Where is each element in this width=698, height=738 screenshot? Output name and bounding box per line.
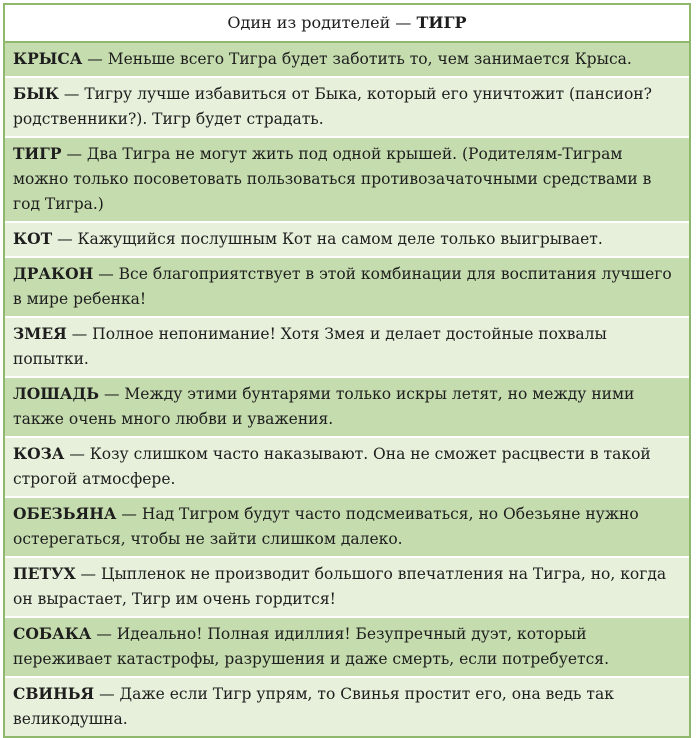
row-tiger xyxy=(5,138,689,223)
row-rat xyxy=(5,43,689,78)
header-sign: ТИГР xyxy=(416,13,467,32)
row-horse xyxy=(5,378,689,438)
row-sign: БЫК xyxy=(13,84,59,103)
row-text: — Цыпленок не производит большого впечатления на Тигра, но, когда он вырастает, Тигр им очень гордится! xyxy=(13,565,667,608)
header-prefix: Один из родителей — xyxy=(227,13,417,32)
row-sign: ЛОШАДЬ xyxy=(13,384,100,403)
row-dog xyxy=(5,618,689,678)
row-text: — Кажущийся послушным Кот на самом деле только выигрывает. xyxy=(52,230,603,248)
row-text: — Меньше всего Тигра будет заботить то, чем занимается Крыса. xyxy=(82,50,632,68)
row-sign: КРЫСА xyxy=(13,49,83,68)
row-text: — Даже если Тигр упрям, то Свинья простит его, она ведь так великодушна. xyxy=(13,685,614,728)
row-sign: КОТ xyxy=(13,229,53,248)
row-text: — Идеально! Полная идиллия! Безупречный дуэт, который переживает катастрофы, разрушения и даже смерть, если потребуется. xyxy=(13,625,609,668)
compatibility-table xyxy=(3,3,691,738)
table-header xyxy=(5,5,689,43)
row-ox xyxy=(5,78,689,138)
row-rooster xyxy=(5,558,689,618)
row-cat xyxy=(5,223,689,258)
row-dragon xyxy=(5,258,689,318)
row-sign: СВИНЬЯ xyxy=(13,684,95,703)
row-text: — Между этими бунтарями только искры летят, но между ними также очень много любви и уважения. xyxy=(13,385,635,428)
row-text: — Полное непонимание! Хотя Змея и делает достойные похвалы попытки. xyxy=(13,325,607,368)
row-sign: ПЕТУХ xyxy=(13,564,76,583)
row-text: — Тигру лучше избавиться от Быка, который его уничтожит (пансион? родственники?). Тигр будет страдать. xyxy=(13,85,652,128)
row-text: — Все благоприятствует в этой комбинации для воспитания лучшего в мире ребенка! xyxy=(13,265,672,308)
row-sign: ОБЕЗЬЯНА xyxy=(13,504,117,523)
row-text: — Над Тигром будут часто подсмеиваться, но Обезьяне нужно остерегаться, чтобы не зайти слишком далеко. xyxy=(13,505,639,548)
row-pig xyxy=(5,678,689,736)
row-text: — Козу слишком часто наказывают. Она не сможет расцвести в такой строгой атмосфере. xyxy=(13,445,651,488)
row-sign: КОЗА xyxy=(13,444,65,463)
row-monkey xyxy=(5,498,689,558)
row-sign: ТИГР xyxy=(13,144,62,163)
row-text: — Два Тигра не могут жить под одной крышей. (Родителям-Тиграм можно только посоветовать пользоваться противозачаточными средствами в год Тигра.) xyxy=(13,145,652,213)
row-goat xyxy=(5,438,689,498)
row-sign: ЗМЕЯ xyxy=(13,324,67,343)
row-snake xyxy=(5,318,689,378)
row-sign: СОБАКА xyxy=(13,624,92,643)
row-sign: ДРАКОН xyxy=(13,264,94,283)
